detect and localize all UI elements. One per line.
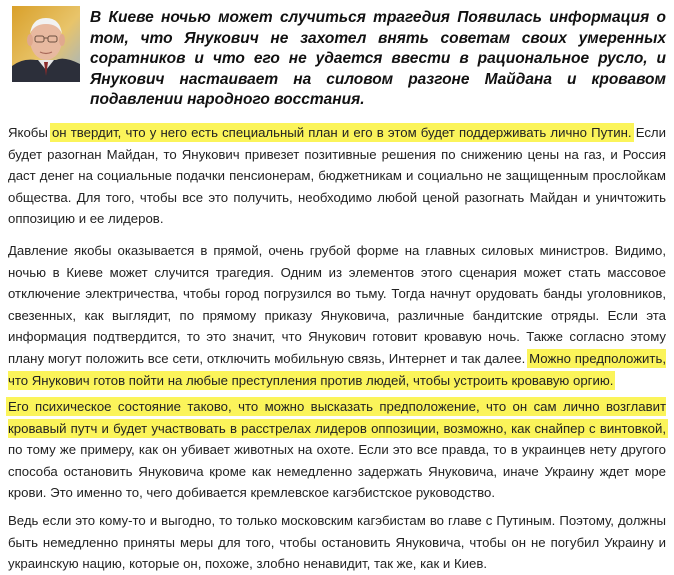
lead-text: В Киеве ночью может случиться трагедия Появилась информация о том, что Янукович не захотел внять советам своих умеренных соратников и что его не удается ввести в рациональное русло, и Янукович настаивает на силовом разгоне Майдана и кровавом подавлении народного восстания. — [90, 9, 666, 108]
article-lead — [8, 0, 666, 122]
paragraph-4: Ведь если это кому-то и выгодно, то только московским кагэбистам во главе с Путиным. Поэтому, должны быть немедленно приняты меры для того, чтобы остановить Януковича, чтобы он не погубил Украину и украинскую нацию, которые он, похоже, злобно ненавидит, так же, как и Киев. — [8, 513, 666, 572]
paragraph-2-highlight: Можно предположить, что Янукович готов пойти на любые преступления против людей, чтобы устроить кровавую оргию. — [8, 350, 666, 388]
paragraph-3-text-b: по тому же примеру, как он убивает животных на охоте. Если это все правда, то в украинцев нету другого способа остановить Януковича кроме как немедленно задержать Януковича, иначе Украину ждет море крови. Это именно то, чего добивается кремлевское кагэбистское руководство. — [8, 442, 666, 501]
author-portrait — [12, 6, 80, 82]
paragraph-3-highlight: Его психическое состояние таково, что можно высказать предположение, что он сам лично возглавит кровавый путч и будет участвовать в расстрелах лидеров оппозиции, возможно, как снайпер с винтовкой, — [8, 399, 666, 436]
paragraph-2-text-a: Давление якобы оказывается в прямой, очень грубой форме на главных силовых министров. Видимо, ночью в Киеве может случится трагедия. Одним из элементов этого сценария может стать массовое отключение электричества, чтобы город погрузился во тьму. Тогда начнут орудовать банды уголовников, свезенных, как выглядит, по прямому приказу Януковича, различные бандитские отряды. Если эта информация подтвердится, то это значит, что Янукович готовит кровавую ночь. Также согласно этому плану могут положить все сети, отключить мобильную связь, Интернет и так далее. — [8, 243, 666, 366]
portrait-icon — [12, 6, 80, 82]
paragraph-1 — [8, 122, 666, 230]
paragraph-2 — [8, 240, 666, 391]
paragraph-1-text-b: Если будет разогнан Майдан, то Янукович привезет позитивные решения по снижению цены на газ, и Россия даст денег на социальные подачки пенсионерам, бюджетникам и социально не защищенным прослойкам общества. Для того, чтобы все это получить, необходимо любой ценой разогнать Майдан и уничтожить оппозицию и ее лидеров. — [8, 125, 666, 227]
paragraph-1-text-a: Якобы — [8, 125, 52, 140]
paragraph-1-highlight: он твердит, что у него есть специальный план и его в этом будет поддерживать лично Путин. — [51, 125, 632, 140]
article — [8, 0, 666, 572]
paragraph-3 — [8, 396, 666, 504]
